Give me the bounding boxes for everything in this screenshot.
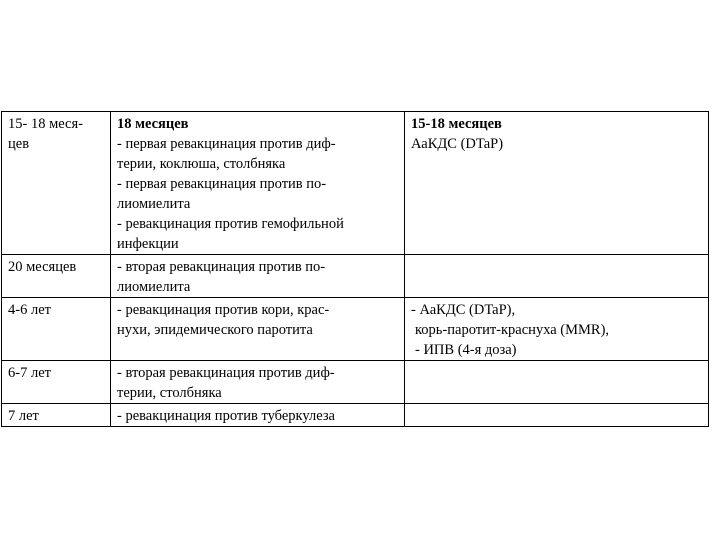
cell-line: лиомиелита — [117, 279, 191, 295]
age-cell — [2, 298, 111, 361]
cell-line: корь-паротит-краснуха (MMR), — [415, 322, 610, 338]
cell-heading: 18 месяцев — [117, 116, 189, 132]
alt-schedule-cell — [405, 255, 709, 298]
revaccination-cell — [111, 361, 405, 404]
revaccination-cell — [111, 404, 405, 427]
alt-schedule-cell — [405, 112, 709, 255]
cell-line: - ИПВ (4-я доза) — [415, 342, 517, 358]
cell-line: АаКДС (DTaP) — [411, 136, 504, 152]
age-cell — [2, 361, 111, 404]
cell-line: терии, коклюша, столбняка — [117, 156, 286, 172]
cell-line: - вторая ревакцинация против по- — [117, 259, 326, 275]
table-row — [2, 361, 709, 404]
cell-line: - ревакцинация против гемофильной — [117, 216, 344, 232]
cell-line: 20 месяцев — [8, 259, 77, 275]
age-cell — [2, 404, 111, 427]
age-cell — [2, 255, 111, 298]
table-row — [2, 255, 709, 298]
cell-line: - первая ревакцинация против по- — [117, 176, 327, 192]
cell-line: - ревакцинация против кори, крас- — [117, 302, 330, 318]
alt-schedule-cell — [405, 404, 709, 427]
cell-line: терии, столбняка — [117, 385, 222, 401]
revaccination-cell — [111, 112, 405, 255]
cell-line: - вторая ревакцинация против диф- — [117, 365, 335, 381]
cell-line: лиомиелита — [117, 196, 191, 212]
cell-line: 15- 18 меся- — [8, 116, 83, 132]
cell-line: 4-6 лет — [8, 302, 51, 318]
alt-schedule-cell — [405, 361, 709, 404]
cell-line: цев — [8, 136, 30, 152]
vaccination-schedule-table — [1, 111, 709, 427]
revaccination-cell — [111, 298, 405, 361]
age-cell — [2, 112, 111, 255]
table-row — [2, 404, 709, 427]
cell-line: 6-7 лет — [8, 365, 51, 381]
cell-line: нухи, эпидемического паротита — [117, 322, 313, 338]
alt-schedule-cell — [405, 298, 709, 361]
cell-line: 7 лет — [8, 408, 39, 424]
cell-line: - первая ревакцинация против диф- — [117, 136, 336, 152]
table-row — [2, 298, 709, 361]
revaccination-cell — [111, 255, 405, 298]
cell-line: инфекции — [117, 236, 179, 252]
cell-line: - АаКДС (DTaP), — [411, 302, 516, 318]
cell-heading: 15-18 месяцев — [411, 116, 502, 132]
table-row — [2, 112, 709, 255]
cell-line: - ревакцинация против туберкулеза — [117, 408, 335, 424]
